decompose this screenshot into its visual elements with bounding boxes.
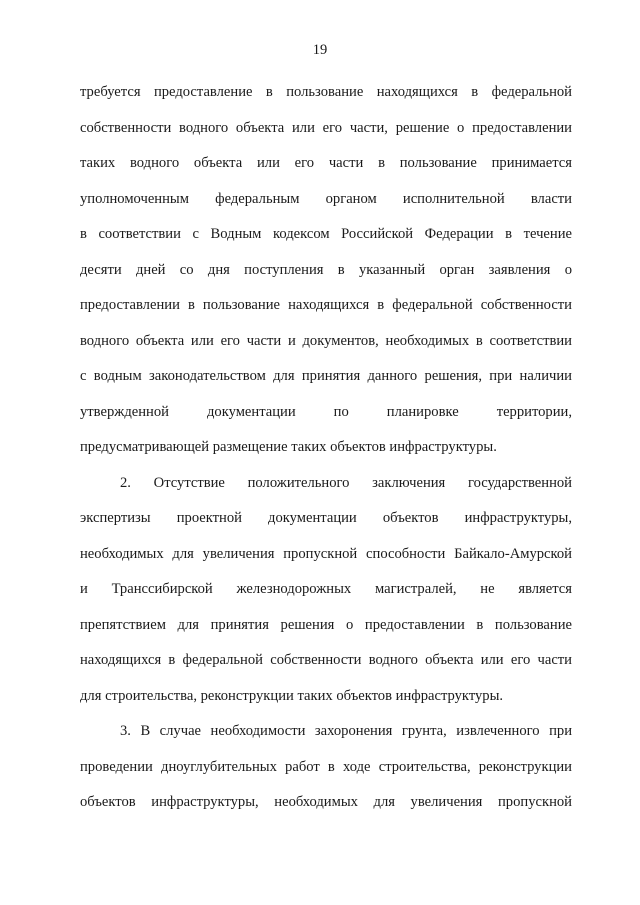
- text-line: препятствием для принятия решения о предоставлении в пользование: [80, 616, 572, 633]
- text-line: с водным законодательством для принятия данного решения, при наличии: [80, 368, 572, 384]
- text-line: проведении дноуглубительных работ в ходе строительства, реконструкции: [80, 758, 572, 775]
- text-line: и Транссибирской железнодорожных магистралей, не является: [80, 581, 572, 597]
- text-line: необходимых для увеличения пропускной способности Байкало-Амурской: [80, 545, 572, 562]
- paragraph-start-line: 3. В случае необходимости захоронения грунта, извлеченного при: [120, 723, 572, 739]
- document-body: [80, 82, 572, 828]
- paragraph-start-line: 2. Отсутствие положительного заключения государственной: [120, 474, 572, 491]
- text-line: десяти дней со дня поступления в указанный орган заявления о: [80, 261, 572, 278]
- text-line: собственности водного объекта или его части, решение о предоставлении: [80, 119, 572, 136]
- text-line: в соответствии с Водным кодексом Российской Федерации в течение: [80, 226, 572, 242]
- text-line: требуется предоставление в пользование находящихся в федеральной: [80, 84, 572, 100]
- text-line: водного объекта или его части и документов, необходимых в соответствии: [80, 332, 572, 349]
- text-line: предоставлении в пользование находящихся в федеральной собственности: [80, 297, 572, 313]
- text-line: объектов инфраструктуры, необходимых для увеличения пропускной: [80, 794, 572, 810]
- paragraph-end-line: для строительства, реконструкции таких объектов инфраструктуры.: [80, 687, 504, 704]
- text-line: находящихся в федеральной собственности водного объекта или его части: [80, 652, 572, 668]
- text-line: таких водного объекта или его части в пользование принимается: [80, 155, 572, 171]
- text-line: уполномоченным федеральным органом исполнительной власти: [80, 190, 572, 207]
- page-number: 19: [312, 42, 328, 58]
- text-line: экспертизы проектной документации объектов инфраструктуры,: [80, 510, 572, 526]
- text-line: утвержденной документации по планировке территории,: [80, 403, 572, 420]
- paragraph-end-line: предусматривающей размещение таких объектов инфраструктуры.: [80, 439, 497, 455]
